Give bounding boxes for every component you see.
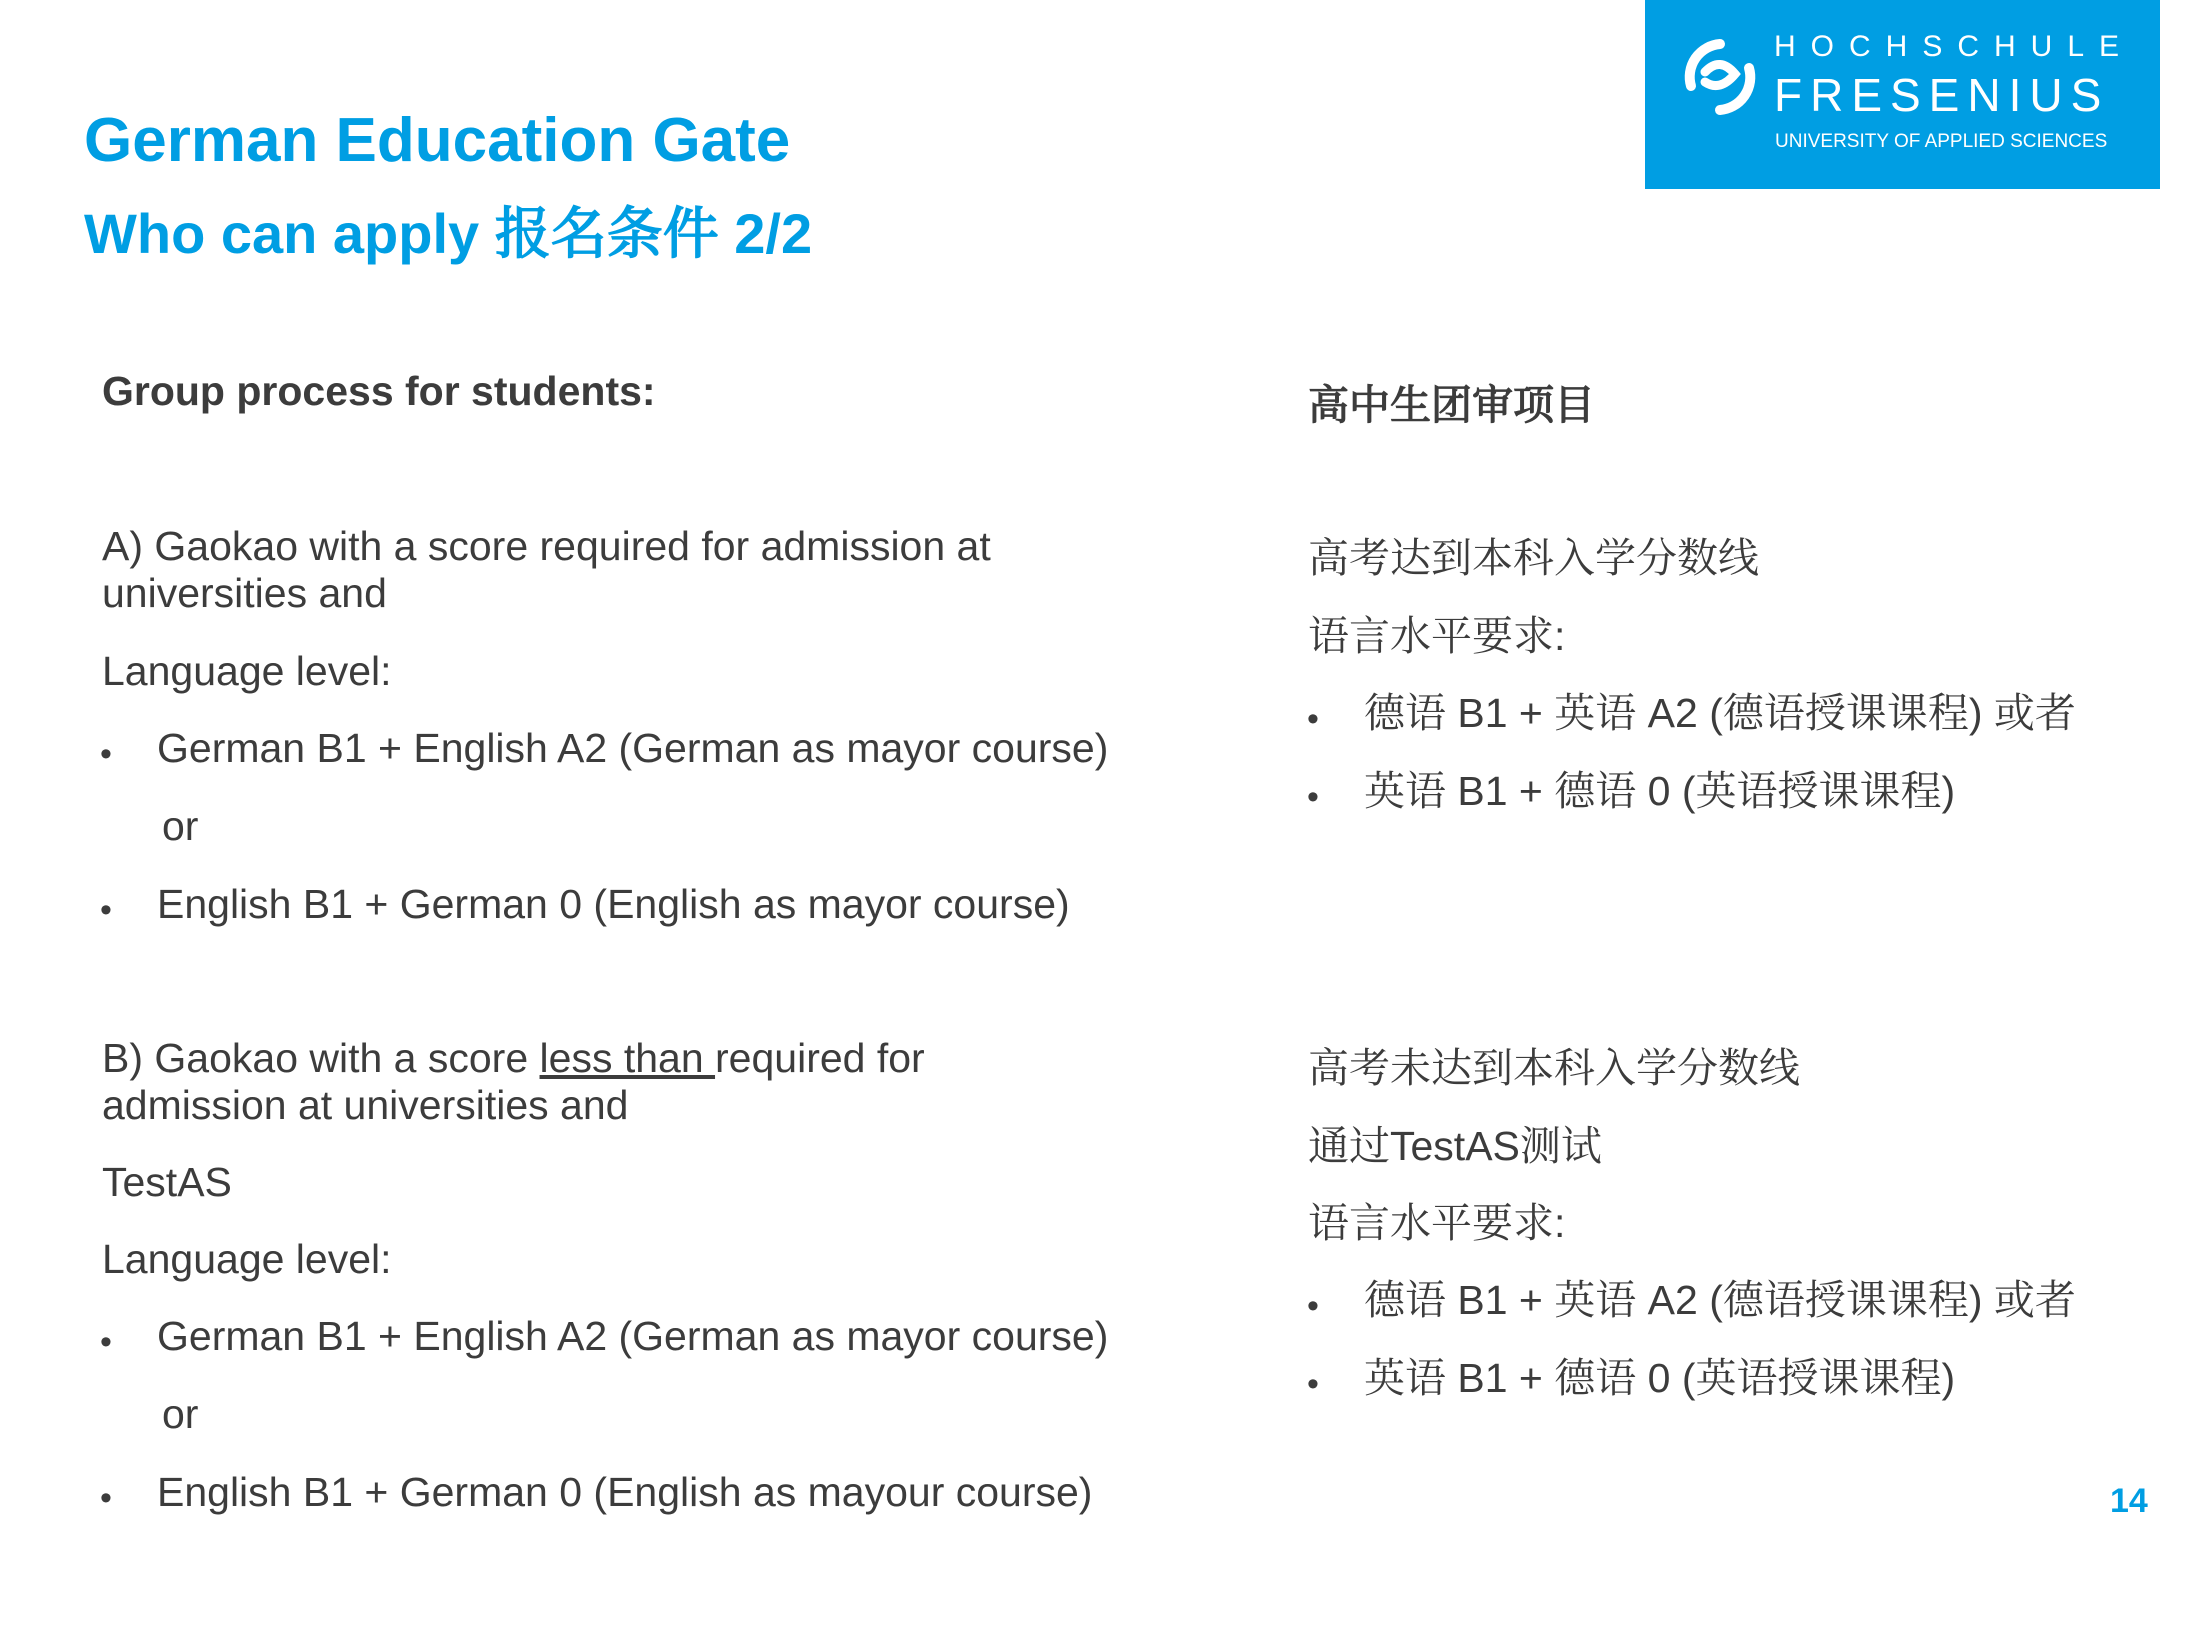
left-a-or: or: [162, 803, 199, 849]
bullet-icon: •: [1307, 700, 1319, 738]
left-b-line1: [102, 1035, 925, 1082]
bullet-icon: •: [100, 1479, 112, 1517]
logo-text-hochschule: HOCHSCHULE: [1774, 30, 2135, 63]
left-a-language-label: Language level:: [102, 648, 392, 694]
right-a-language-label: 语言水平要求:: [1308, 613, 1566, 659]
logo-text-tagline: UNIVERSITY OF APPLIED SCIENCES: [1775, 131, 2108, 152]
left-b-or: or: [162, 1391, 199, 1437]
left-b-line1-pre: B) Gaokao with a score: [102, 1035, 540, 1081]
right-a-bullet2: 英语 B1 + 德语 0 (英语授课课程): [1364, 768, 1956, 814]
left-a-line2: universities and: [102, 570, 387, 616]
right-b-language-label: 语言水平要求:: [1308, 1200, 1566, 1246]
slide-title: German Education Gate: [84, 106, 791, 175]
bullet-icon: •: [100, 1323, 112, 1361]
logo-text-fresenius: FRESENIUS: [1774, 69, 2110, 121]
right-b-testas: 通过TestAS测试: [1308, 1123, 1602, 1169]
left-b-language-label: Language level:: [102, 1236, 392, 1282]
slide-subtitle: Who can apply 报名条件 2/2: [84, 202, 813, 265]
left-b-line1-post: required for: [715, 1035, 925, 1081]
university-logo: [1645, 0, 2160, 189]
swirl-logo-icon: [1677, 34, 1763, 120]
right-b-bullet1: 德语 B1 + 英语 A2 (德语授课课程) 或者: [1364, 1277, 2076, 1323]
right-a-line1: 高考达到本科入学分数线: [1308, 535, 1759, 581]
bullet-icon: •: [100, 891, 112, 929]
bullet-icon: •: [1307, 778, 1319, 816]
page-number: 14: [2110, 1482, 2148, 1520]
right-b-bullet2: 英语 B1 + 德语 0 (英语授课课程): [1364, 1355, 1956, 1401]
bullet-icon: •: [100, 735, 112, 773]
left-b-bullet2: English B1 + German 0 (English as mayour course): [157, 1469, 1093, 1515]
right-b-line1: 高考未达到本科入学分数线: [1308, 1045, 1800, 1091]
left-a-line1: A) Gaokao with a score required for admission at: [102, 523, 991, 569]
right-heading: 高中生团审项目: [1308, 382, 1595, 428]
bullet-icon: •: [1307, 1365, 1319, 1403]
left-b-testas: TestAS: [102, 1159, 232, 1205]
left-a-bullet1: German B1 + English A2 (German as mayor course): [157, 725, 1109, 771]
left-b-line1-underlined: less than: [539, 1035, 716, 1081]
left-b-bullet1: German B1 + English A2 (German as mayor course): [157, 1313, 1109, 1359]
left-b-line2: admission at universities and: [102, 1082, 629, 1128]
left-heading: Group process for students:: [102, 368, 656, 414]
right-a-bullet1: 德语 B1 + 英语 A2 (德语授课课程) 或者: [1364, 690, 2076, 736]
bullet-icon: •: [1307, 1287, 1319, 1325]
left-a-bullet2: English B1 + German 0 (English as mayor course): [157, 881, 1070, 927]
